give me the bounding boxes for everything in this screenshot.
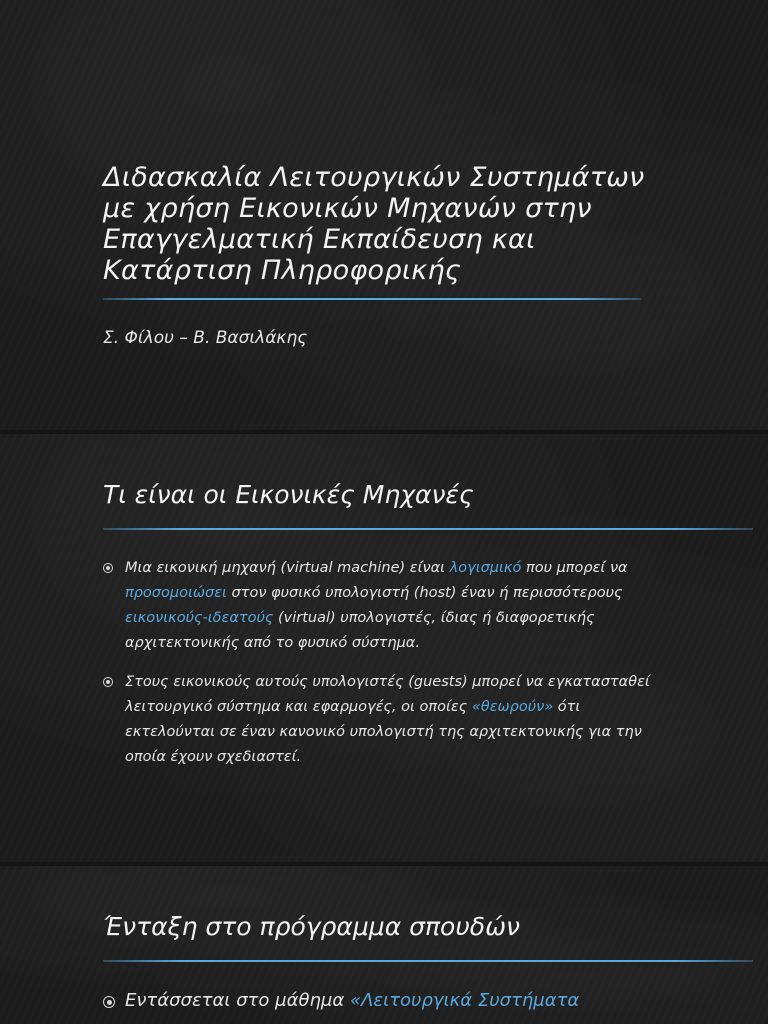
bullet-list [103, 988, 663, 1024]
slide-title: Ένταξη στο πρόγραμμα σπουδών [103, 912, 520, 941]
bullet-text: ότι εκτελούνται σε έναν κανονικό υπολογιστή της αρχιτεκτονικής για την οποία έχουν σχεδιαστεί. [125, 699, 642, 765]
virtual-machines-slide [0, 434, 768, 862]
bullet-item [103, 556, 663, 656]
title-line: Διδασκαλία Λειτουργικών Συστημάτων [103, 162, 645, 193]
bullet-circle-icon [103, 677, 113, 687]
bullet-text: Στους εικονικούς αυτούς υπολογιστές (guests) μπορεί να εγκατασταθεί λειτουργικό σύστημα και εφαρμογές, οι οποίες [125, 674, 650, 715]
title-line: Κατάρτιση Πληροφορικής [103, 255, 462, 286]
highlight-text: λογισμικό [449, 560, 522, 576]
highlight-text: «Λειτουργικά Συστήματα [349, 990, 580, 1011]
title-underline [103, 528, 753, 530]
authors: Σ. Φίλου – Β. Βασιλάκης [103, 328, 308, 348]
bullet-circle-icon [103, 563, 113, 573]
bullet-item [103, 988, 663, 1014]
highlight-text: εικονικούς-ιδεατούς [125, 610, 274, 626]
bullet-text: (virtual) υπολογιστές, ίδιας ή διαφορετικής αρχιτεκτονικής από το φυσικό σύστημα. [125, 610, 595, 651]
title-slide [0, 0, 768, 430]
title-underline [103, 298, 641, 300]
bullet-circle-icon [103, 996, 115, 1008]
slide-title: Τι είναι οι Εικονικές Μηχανές [103, 480, 474, 509]
title-underline [103, 960, 753, 962]
bullet-text: που μπορεί να [521, 560, 628, 576]
title-line: με χρήση Εικονικών Μηχανών στην [103, 193, 592, 224]
bullet-text: στον φυσικό υπολογιστή (host) έναν ή περισσότερους [226, 585, 623, 601]
highlight-text: προσομοιώσει [125, 585, 227, 601]
bullet-text: Εντάσσεται στο μάθημα [125, 990, 350, 1011]
bullet-item [103, 670, 663, 770]
presentation-title [103, 162, 663, 286]
bullet-text: Μια εικονική μηχανή (virtual machine) είναι [125, 560, 450, 576]
curriculum-slide [0, 866, 768, 1024]
bullet-list [103, 556, 663, 784]
title-line: Επαγγελματική Εκπαίδευση και [103, 224, 536, 255]
highlight-text: «θεωρούν» [471, 699, 554, 715]
